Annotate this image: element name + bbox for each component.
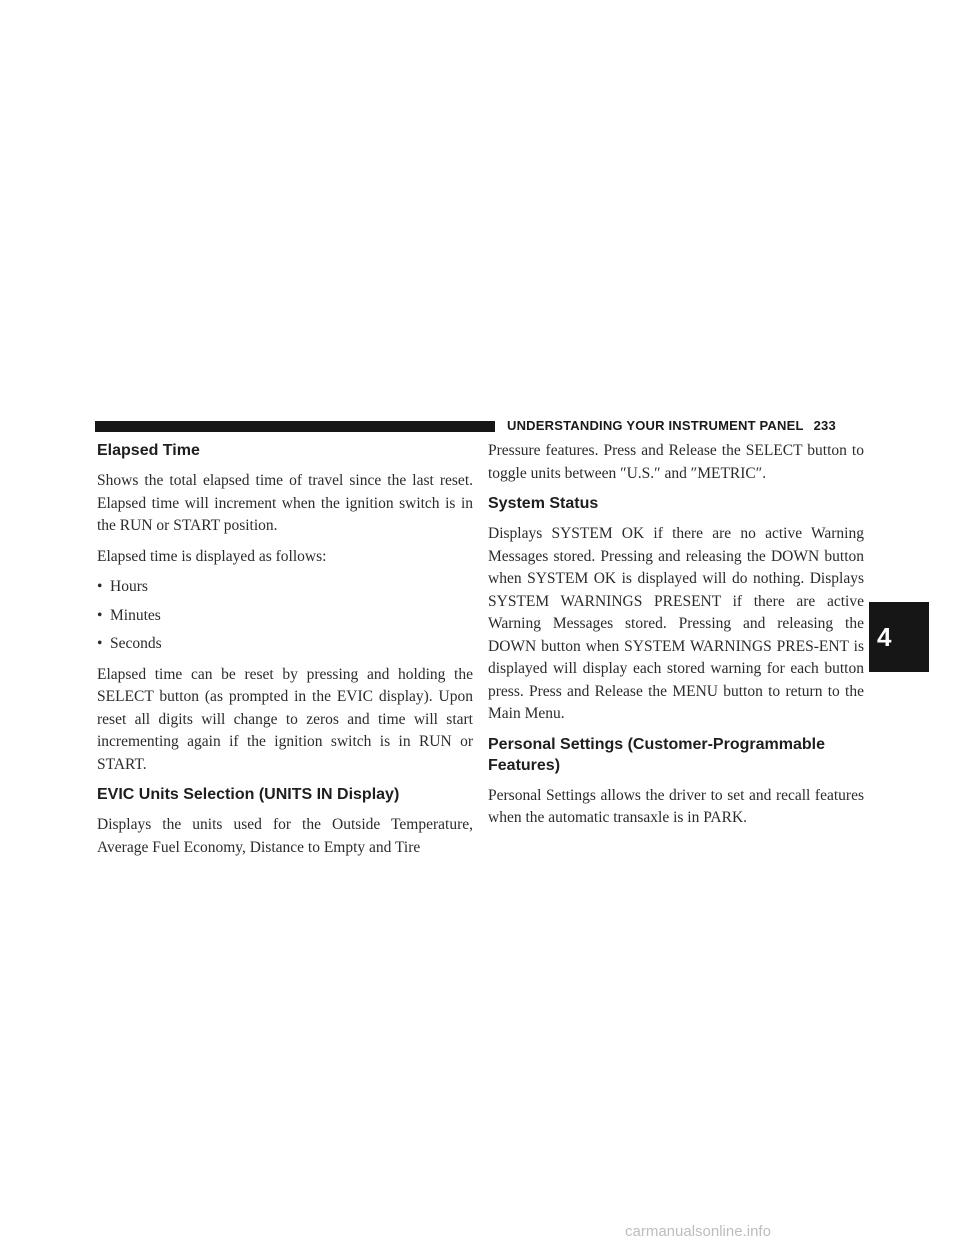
chapter-number: 4: [877, 621, 892, 652]
list-item: • Seconds: [97, 633, 473, 656]
heading-elapsed-time: Elapsed Time: [97, 442, 200, 459]
elapsed-time-intro: Shows the total elapsed time of travel since the last reset. Elapsed time will increment when the ignition switch is in the RUN or START position.: [97, 472, 473, 534]
left-column: [97, 440, 473, 859]
system-status-text: Displays SYSTEM OK if there are no active Warning Messages stored. Pressing and releasing the DOWN button when SYSTEM OK is displayed will do nothing. Displays SYSTEM WARNINGS PRESENT if there are active Warning Messages stored. Pressing and releasing the DOWN button when SYSTEM WARNINGS PRES-ENT is displayed will display each stored warning for each button press. Press and Release the MENU button to return to the Main Menu.: [488, 525, 864, 722]
heading-personal-settings: Personal Settings (Customer-Programmable Features): [488, 735, 825, 774]
header-rule: [95, 421, 495, 432]
elapsed-time-display-note: Elapsed time is displayed as follows:: [97, 547, 327, 565]
chapter-tab: [869, 602, 929, 672]
heading-evic-units: EVIC Units Selection (UNITS IN Display): [97, 786, 400, 803]
header-title: UNDERSTANDING YOUR INSTRUMENT PANEL: [507, 418, 804, 433]
heading-system-status: System Status: [488, 495, 599, 512]
page-number: 233: [813, 418, 836, 433]
right-column: [488, 440, 864, 838]
personal-settings-text: Personal Settings allows the driver to set and recall features when the automatic transaxle is in PARK.: [488, 786, 864, 826]
elapsed-time-units-list: [97, 576, 473, 656]
running-header: [507, 418, 836, 433]
elapsed-time-reset-text: Elapsed time can be reset by pressing and holding the SELECT button (as prompted in the EVIC display). Upon reset all digits will change to zeros and time will start incrementing again if the ignition switch is in RUN or START.: [97, 665, 473, 773]
evic-units-continued: Pressure features. Press and Release the SELECT button to toggle units between ″U.S.″ and ″METRIC″.: [488, 442, 864, 482]
list-item: • Minutes: [97, 605, 473, 628]
watermark: carmanualsonline.info: [625, 1223, 771, 1240]
evic-units-text: Displays the units used for the Outside Temperature, Average Fuel Economy, Distance to Empty and Tire: [97, 816, 473, 856]
list-item: • Hours: [97, 576, 473, 599]
